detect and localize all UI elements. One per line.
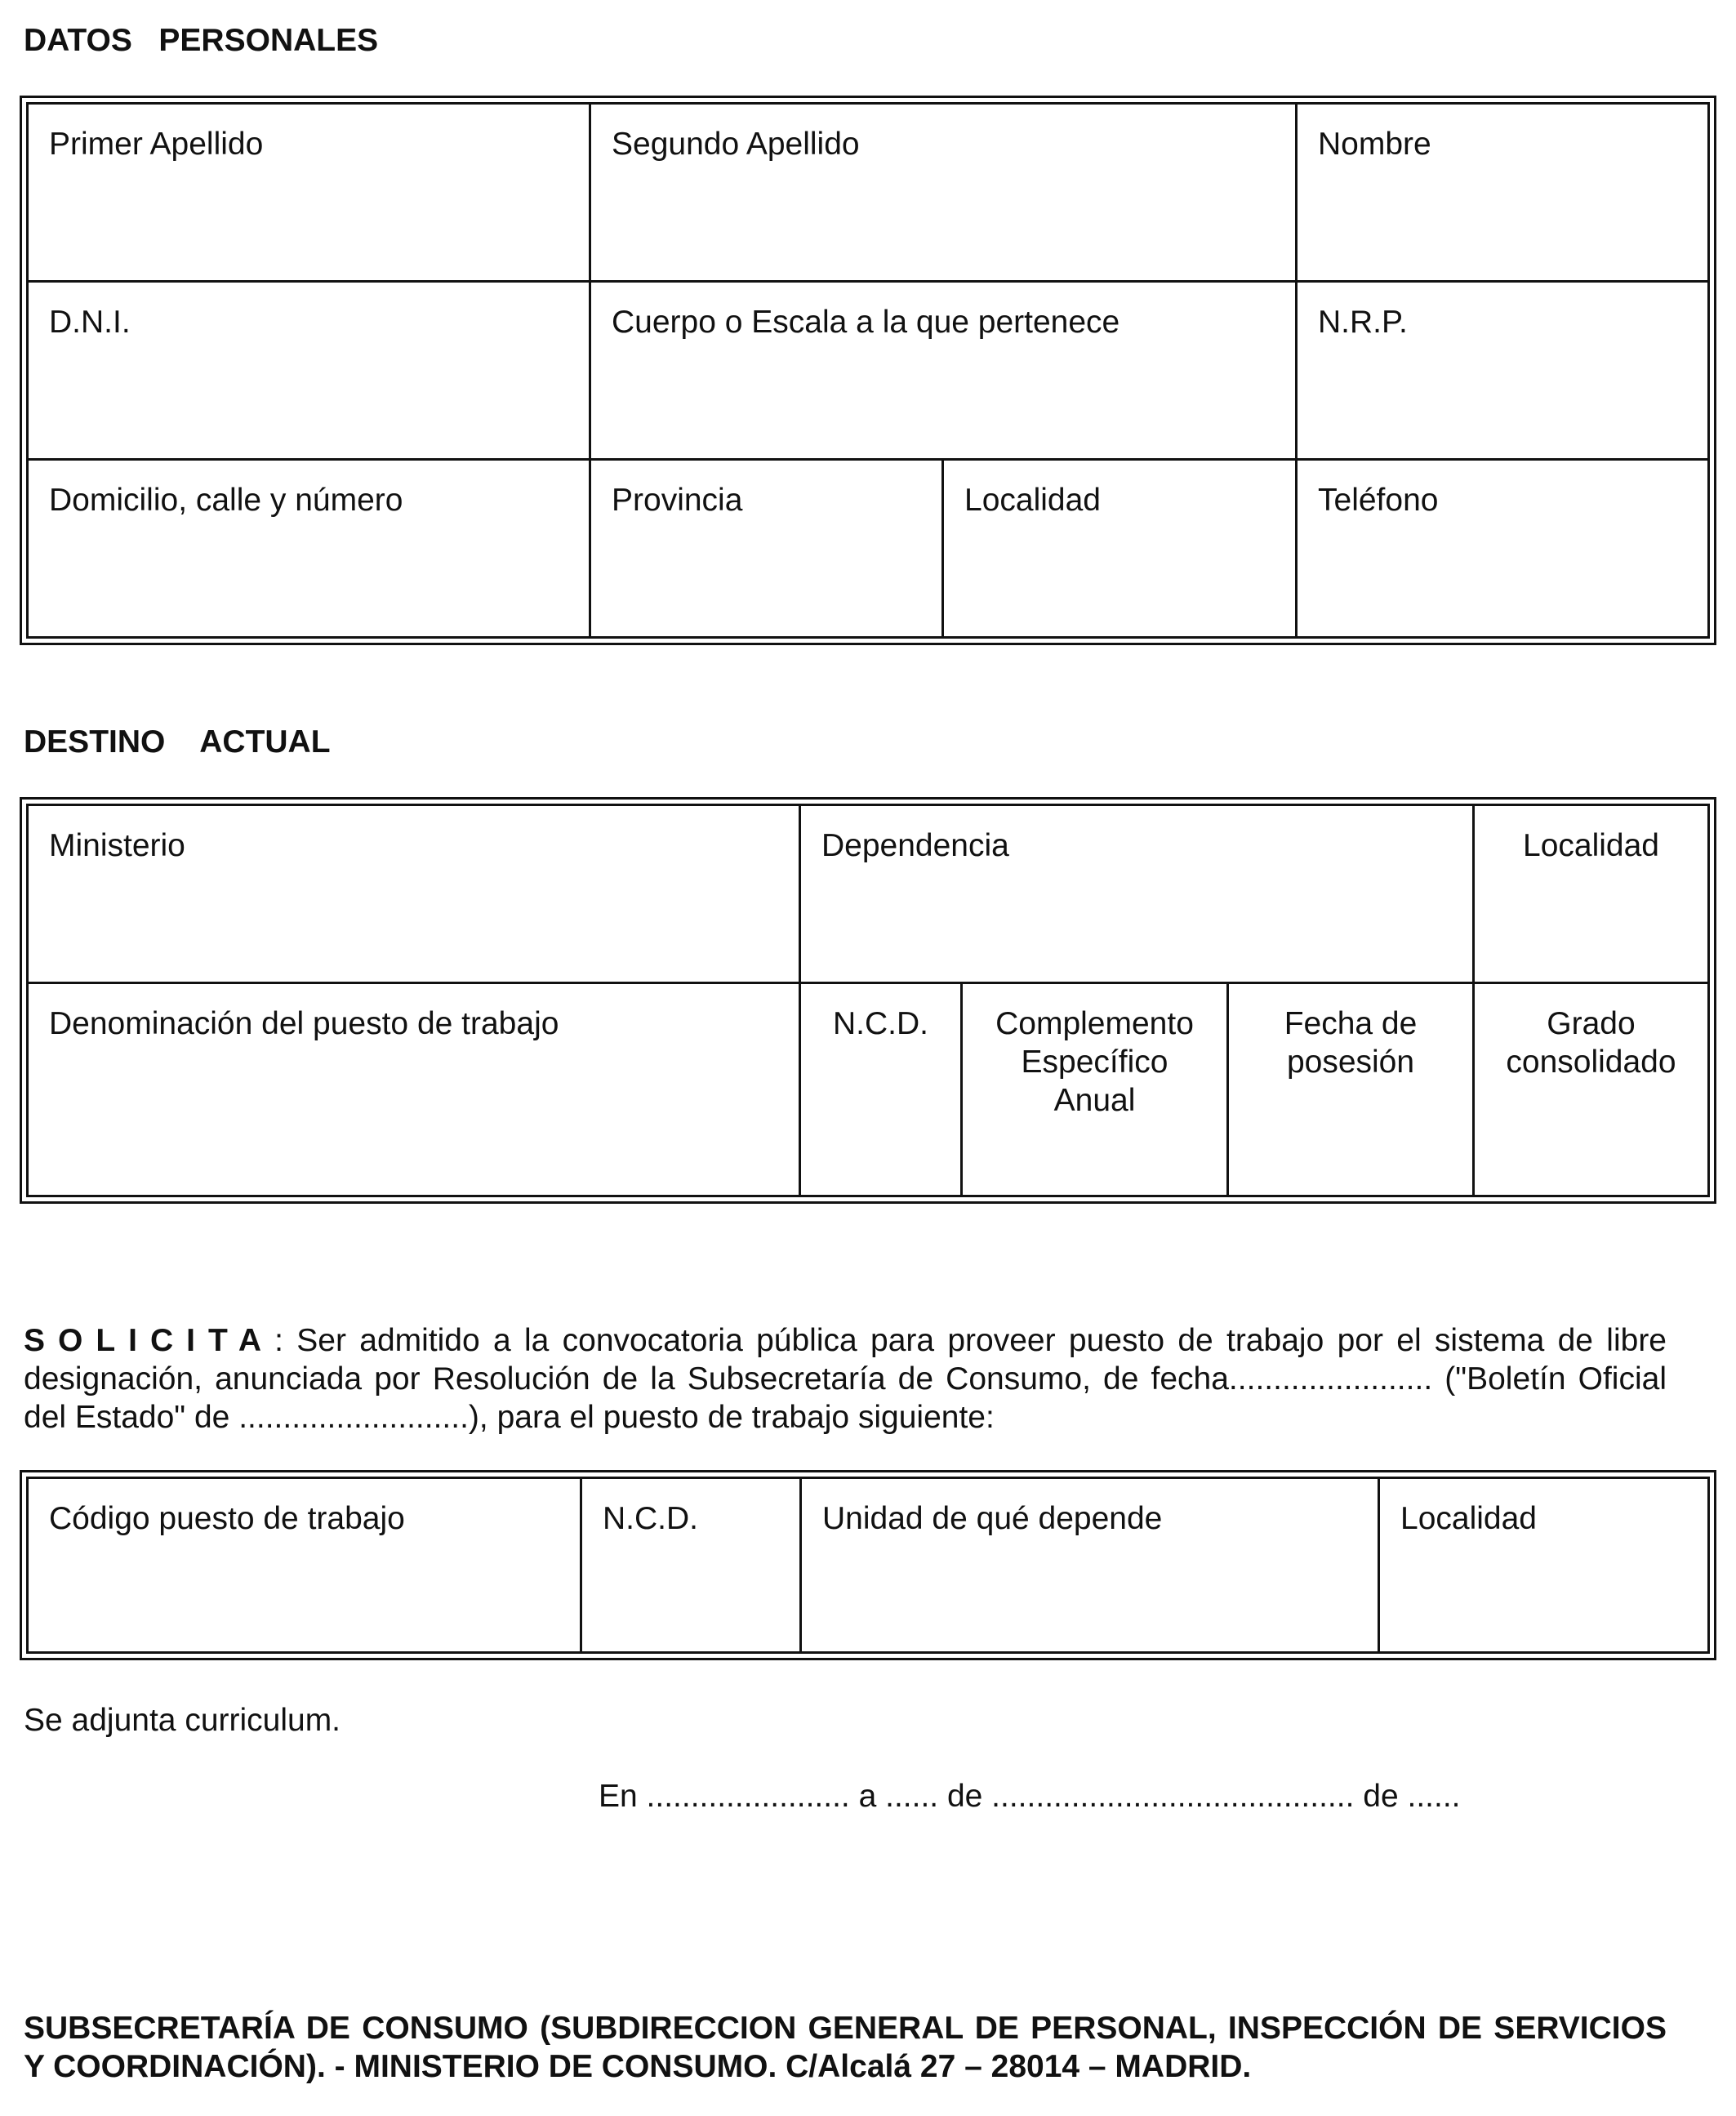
puesto-ncd-field[interactable]: N.C.D. [581, 1478, 801, 1653]
domicilio-field[interactable]: Domicilio, calle y número [28, 460, 590, 638]
destino-localidad-field[interactable]: Localidad [1474, 805, 1709, 983]
codigo-puesto-field[interactable]: Código puesto de trabajo [28, 1478, 581, 1653]
fecha-line: En ....................... a ...... de ......................................... de ...... [599, 1779, 1461, 1814]
provincia-field[interactable]: Provincia [590, 460, 943, 638]
primer-apellido-field[interactable]: Primer Apellido [28, 104, 590, 282]
grado-consolidado-field[interactable]: Grado consolidado [1474, 983, 1709, 1196]
ministerio-field[interactable]: Ministerio [28, 805, 800, 983]
denominacion-puesto-field[interactable]: Denominación del puesto de trabajo [28, 983, 800, 1196]
nrp-field[interactable]: N.R.P. [1297, 282, 1709, 460]
puesto-localidad-field[interactable]: Localidad [1379, 1478, 1709, 1653]
personal-heading: DATOS PERSONALES [24, 23, 379, 58]
segundo-apellido-field[interactable]: Segundo Apellido [590, 104, 1297, 282]
ncd-field[interactable]: N.C.D. [800, 983, 962, 1196]
destino-heading: DESTINO ACTUAL [24, 724, 331, 760]
cuerpo-escala-field[interactable]: Cuerpo o Escala a la que pertenece [590, 282, 1297, 460]
solicita-text: : Ser admitido a la convocatoria pública para proveer puesto de trabajo por el sistema de libre designación, anunciada por Resolución de la Subsecretaría de Consumo, de fecha....................... ("Boletín Oficial del Estado" de ..........................), para el puesto de trabajo siguiente: [24, 1323, 1667, 1435]
personal-data-table [20, 96, 1716, 645]
footer-address: SUBSECRETARÍA DE CONSUMO (SUBDIRECCION GENERAL DE PERSONAL, INSPECCIÓN DE SERVICIOS Y COORDINACIÓN). - MINISTERIO DE CONSUMO. C/Alcalá 27 – 28014 – MADRID. [24, 2011, 1667, 2084]
dni-field[interactable]: D.N.I. [28, 282, 590, 460]
destino-table [20, 797, 1716, 1204]
unidad-depende-field[interactable]: Unidad de qué depende [801, 1478, 1379, 1653]
dependencia-field[interactable]: Dependencia [800, 805, 1474, 983]
localidad-field[interactable]: Localidad [943, 460, 1297, 638]
adjunta-text: Se adjunta curriculum. [24, 1703, 341, 1738]
telefono-field[interactable]: Teléfono [1297, 460, 1709, 638]
complemento-especifico-field[interactable]: Complemento Específico Anual [962, 983, 1228, 1196]
nombre-field[interactable]: Nombre [1297, 104, 1709, 282]
solicita-label: SOLICITA [24, 1323, 275, 1358]
fecha-posesion-field[interactable]: Fecha de posesión [1228, 983, 1474, 1196]
solicita-paragraph [24, 1321, 1667, 1437]
puesto-table [20, 1470, 1716, 1660]
